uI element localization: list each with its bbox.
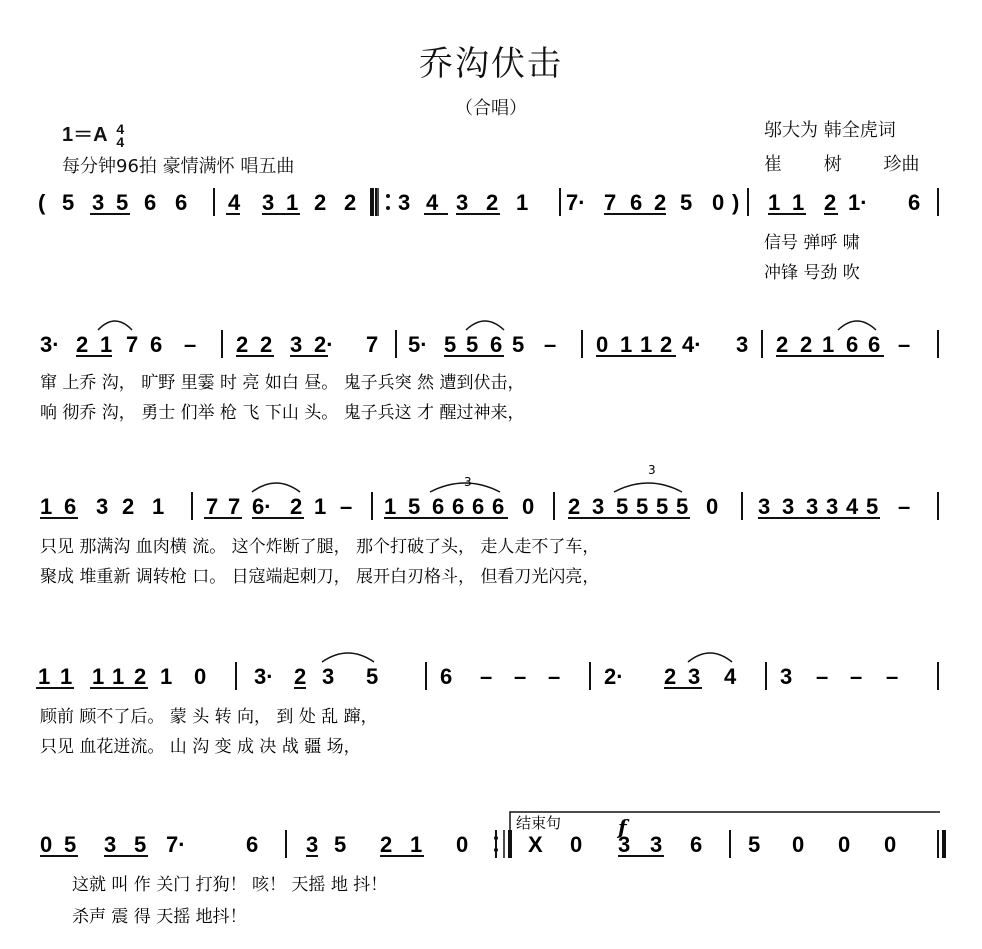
note-1-19: 1 [640,332,653,357]
note-1-17: 0 [596,332,609,357]
note-2-17: 0 [522,494,535,519]
note-3-5: 1 [160,664,173,689]
note-3-11: 6 [440,664,453,689]
note-1-21: 4· [682,332,702,357]
note-2-8: 2 [290,494,303,519]
note-0-17: 7 [604,190,617,215]
note-4-3: 5 [134,832,147,857]
note-2-9: 1 [314,494,327,519]
note-2-7: 6· [252,494,272,519]
note-2-4: 1 [152,494,165,519]
note-3-15: 2· [604,664,624,689]
note-2-10: – [340,494,353,519]
ending-label: 结束句 [516,814,562,832]
note-4-2: 3 [104,832,117,857]
note-0-7: 3 [262,190,275,215]
note-4-0: 0 [40,832,53,857]
note-2-2: 3 [96,494,109,519]
note-2-31: – [898,494,911,519]
note-2-0: 1 [40,494,53,519]
note-4-9: 1 [410,832,423,857]
note-3-13: – [514,664,527,689]
note-2-21: 5 [636,494,649,519]
note-2-3: 2 [122,494,135,519]
time-signature-top: 4 [116,120,125,137]
note-0-12: 4 [426,190,439,215]
note-0-20: 5 [680,190,693,215]
note-3-3: 1 [112,664,125,689]
note-3-17: 3 [688,664,701,689]
time-signature-bottom: 4 [116,133,125,150]
note-4-7: 5 [334,832,347,857]
note-2-16: 6 [492,494,505,519]
note-0-3: 5 [116,190,129,215]
note-4-1: 5 [64,832,77,857]
note-0-19: 2 [654,190,667,215]
note-0-9: 2 [314,190,327,215]
note-3-7: 3· [254,664,274,689]
repeat-dot [494,836,498,840]
note-1-11: 5· [408,332,428,357]
note-1-15: 5 [512,332,525,357]
subtitle: （合唱） [455,98,527,119]
lyric-line-2: 聚成 堆重新 调转枪 口。 日寇端起刺刀， 展开白刃格斗， 但看刀光闪亮， [40,567,600,587]
lyric-line-1: 窜 上乔 沟， 旷野 里霎 时 亮 如白 昼。 鬼子兵突 然 遭到伏击， [40,373,525,393]
note-3-2: 1 [92,664,105,689]
repeat-dot [494,848,498,852]
note-2-28: 3 [826,494,839,519]
note-4-5: 6 [246,832,259,857]
note-0-22: ) [732,190,740,215]
note-0-6: 4 [228,190,241,215]
repeat-dot [386,206,390,210]
lyric-line-1: 顾前 顾不了后。 蒙 头 转 向， 到 处 乱 蹿， [40,707,378,727]
note-2-27: 3 [806,494,819,519]
note-3-10: 5 [366,664,379,689]
note-0-0: ( [38,190,46,215]
note-0-14: 2 [486,190,499,215]
note-3-19: 3 [780,664,793,689]
lyricist-credit: 邬大为 韩全虎词 [764,120,896,141]
note-0-24: 1 [792,190,805,215]
note-2-1: 6 [64,494,77,519]
note-4-18: 0 [838,832,851,857]
note-1-20: 2 [660,332,673,357]
note-1-3: 7 [126,332,139,357]
note-0-1: 5 [62,190,75,215]
note-0-25: 2 [824,190,837,215]
note-1-13: 5 [466,332,479,357]
note-0-8: 1 [286,190,299,215]
note-1-10: 7 [366,332,379,357]
note-2-15: 6 [472,494,485,519]
note-2-24: 0 [706,494,719,519]
note-2-19: 3 [592,494,605,519]
lyric-line-2: 只见 血花迸流。 山 沟 变 成 决 战 疆 场， [40,737,361,757]
note-2-6: 7 [228,494,241,519]
composer-credit: 崔 树 珍曲 [764,154,920,175]
note-2-13: 6 [432,494,445,519]
note-4-10: 0 [456,832,469,857]
note-4-19: 0 [884,832,897,857]
triplet-mark: 3 [464,475,472,489]
note-1-4: 6 [150,332,163,357]
note-0-10: 2 [344,190,357,215]
note-3-12: – [480,664,493,689]
note-4-14: 3 [650,832,663,857]
note-1-25: 1 [822,332,835,357]
note-0-15: 1 [516,190,529,215]
tempo-marking: 每分钟96拍 豪情满怀 唱五曲 [62,156,295,177]
note-3-1: 1 [60,664,73,689]
note-1-26: 6 [846,332,859,357]
note-0-21: 0 [712,190,725,215]
lyric-line-1: 只见 那满沟 血肉横 流。 这个炸断了腿， 那个打破了头， 走人走不了车， [40,537,600,557]
note-0-5: 6 [175,190,188,215]
slur-arc [322,653,374,662]
lyric-line-2: 冲锋 号劲 吹 [764,263,860,283]
note-4-15: 6 [690,832,703,857]
note-1-18: 1 [620,332,633,357]
note-3-14: – [548,664,561,689]
lyric-line-1: 信号 弹呼 啸 [764,233,860,253]
note-3-20: – [816,664,829,689]
note-3-6: 0 [194,664,207,689]
note-0-13: 3 [456,190,469,215]
note-2-20: 5 [616,494,629,519]
note-2-11: 1 [384,494,397,519]
note-1-8: 3 [290,332,303,357]
lyric-line-1: 这就 叫 作 关门 打狗！ 咳！ 天摇 地 抖！ [72,875,388,895]
note-4-17: 0 [792,832,805,857]
note-4-4: 7· [166,832,186,857]
note-4-11: X [528,832,543,857]
slur-arc [838,321,876,330]
note-1-6: 2 [236,332,249,357]
note-1-24: 2 [800,332,813,357]
note-2-14: 6 [452,494,465,519]
slur-arc [688,653,732,662]
note-1-7: 2 [260,332,273,357]
slur-arc [466,321,504,330]
note-0-26: 1· [848,190,868,215]
note-1-16: – [544,332,557,357]
slur-arc [252,483,300,492]
note-0-27: 6 [908,190,921,215]
triplet-mark: 3 [648,463,656,477]
repeat-dot [386,194,390,198]
note-4-12: 0 [570,832,583,857]
slur-arc [614,483,682,492]
note-0-11: 3 [398,190,411,215]
note-1-27: 6 [868,332,881,357]
note-0-4: 6 [144,190,157,215]
ending-bracket [510,812,940,830]
note-3-22: – [886,664,899,689]
note-4-13: 3 [618,832,631,857]
note-2-29: 4 [846,494,859,519]
note-0-16: 7· [566,190,586,215]
note-1-0: 3· [40,332,60,357]
note-1-28: – [898,332,911,357]
lyric-line-2: 杀声 震 得 天摇 地抖！ [72,907,247,927]
note-0-18: 6 [630,190,643,215]
page-title: 乔沟伏击 [419,44,563,84]
note-3-9: 3 [322,664,335,689]
note-2-5: 7 [206,494,219,519]
note-1-12: 5 [444,332,457,357]
note-3-4: 2 [134,664,147,689]
note-2-18: 2 [568,494,581,519]
note-2-12: 5 [408,494,421,519]
note-1-5: – [184,332,197,357]
note-1-1: 2 [76,332,89,357]
note-3-18: 4 [724,664,737,689]
dynamic-marking: f [618,815,627,839]
note-1-9: 2· [314,332,334,357]
note-2-22: 5 [656,494,669,519]
note-3-8: 2 [294,664,307,689]
note-4-16: 5 [748,832,761,857]
note-1-14: 6 [490,332,503,357]
note-1-22: 3 [736,332,749,357]
note-3-21: – [850,664,863,689]
note-4-6: 3 [306,832,319,857]
note-4-8: 2 [380,832,393,857]
note-2-30: 5 [866,494,879,519]
note-2-26: 3 [782,494,795,519]
slur-arc [98,321,132,330]
note-2-25: 3 [758,494,771,519]
note-0-2: 3 [92,190,105,215]
note-1-23: 2 [776,332,789,357]
note-0-23: 1 [768,190,781,215]
note-3-0: 1 [38,664,51,689]
lyric-line-2: 响 彻乔 沟， 勇士 们举 枪 飞 下山 头。 鬼子兵这 才 醒过神来， [40,403,525,423]
note-1-2: 1 [100,332,113,357]
note-2-23: 5 [676,494,689,519]
key-signature-text: 1＝A [62,124,107,146]
note-3-16: 2 [664,664,677,689]
